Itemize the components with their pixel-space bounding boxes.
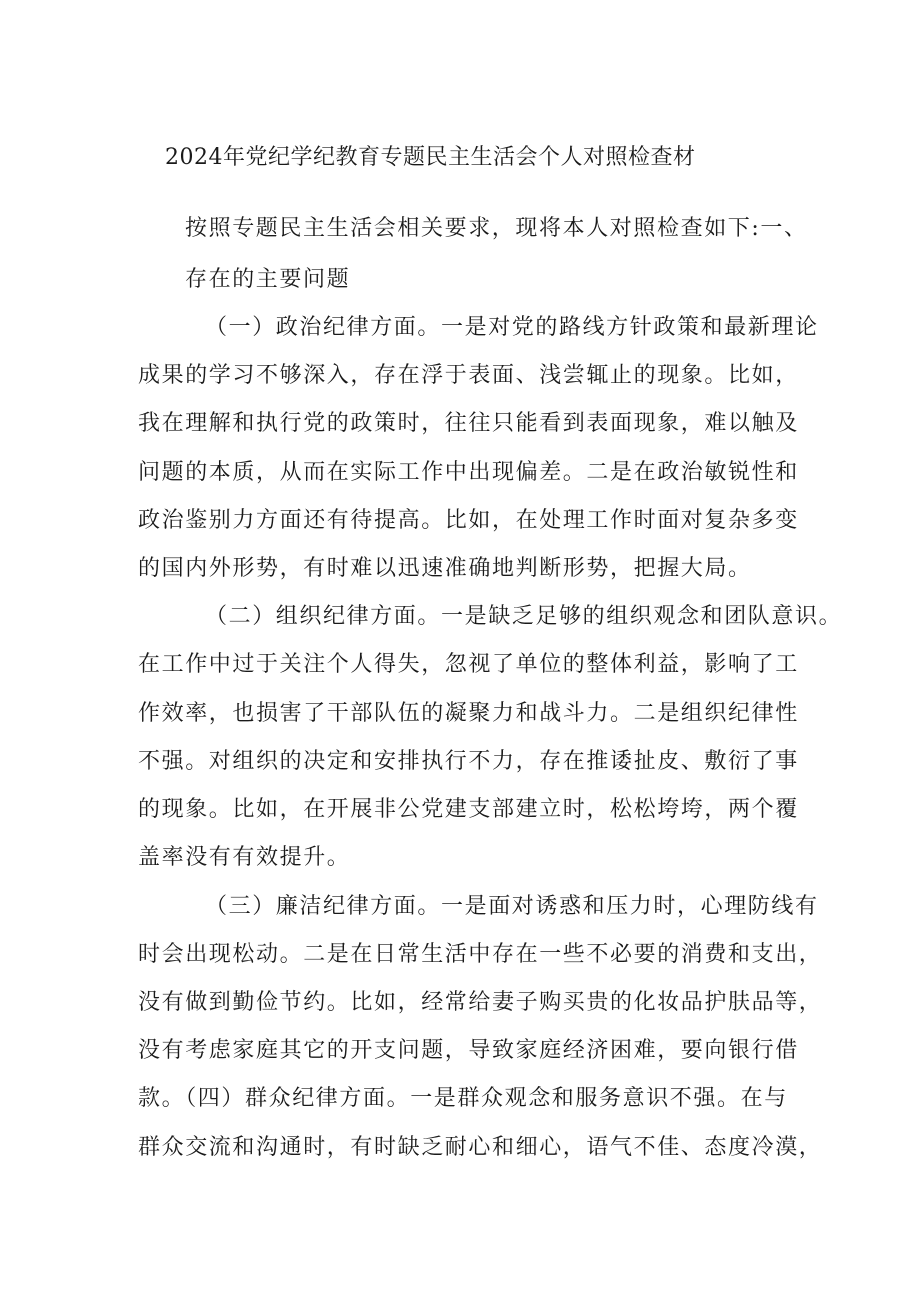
body-line-2: 存在的主要问题 [185,267,351,292]
body-line-20: 群众交流和沟通时，有时缺乏耐心和细心，语气不佳、态度冷漠， [138,1135,823,1160]
body-line-1: 按照专题民主生活会相关要求，现将本人对照检查如下:一、 [185,216,808,241]
body-line-6: 问题的本质，从而在实际工作中出现偏差。二是在政治敏锐性和 [138,460,799,485]
body-line-19: 款。（四）群众纪律方面。一是群众观念和服务意识不强。在与 [138,1086,788,1111]
body-line-13: 的现象。比如，在开展非公党建支部建立时，松松垮垮，两个覆 [138,797,799,822]
body-line-7: 政治鉴别力方面还有待提高。比如，在处理工作时面对复杂多变 [138,508,799,533]
body-line-9: （二）组织纪律方面。一是缺乏足够的组织观念和团队意识。 [205,604,843,629]
body-line-11: 作效率，也损害了干部队伍的凝聚力和战斗力。二是组织纪律性 [138,701,799,726]
document-title: 2024年党纪学纪教育专题民主生活会个人对照检查材 [165,145,696,170]
body-line-4: 成果的学习不够深入，存在浮于表面、浅尝辄止的现象。比如， [138,363,799,388]
body-line-3: （一）政治纪律方面。一是对党的路线方针政策和最新理论 [205,315,819,340]
body-line-18: 没有考虑家庭其它的开支问题，导致家庭经济困难，要向银行借 [138,1038,799,1063]
body-line-16: 时会出现松动。二是在日常生活中存在一些不必要的消费和支出， [138,942,823,967]
body-line-17: 没有做到勤俭节约。比如，经常给妻子购买贵的化妆品护肤品等， [138,990,823,1015]
body-line-15: （三）廉洁纪律方面。一是面对诱惑和压力时，心理防线有 [205,894,819,919]
body-line-10: 在工作中过于关注个人得失，忽视了单位的整体利益，影响了工 [138,652,799,677]
body-line-5: 我在理解和执行党的政策时，往往只能看到表面现象，难以触及 [138,411,799,436]
body-line-14: 盖率没有有效提升。 [138,845,351,870]
body-line-8: 的国内外形势，有时难以迅速准确地判断形势，把握大局。 [138,556,752,581]
body-line-12: 不强。对组织的决定和安排执行不力，存在推诿扯皮、敷衍了事 [138,749,799,774]
